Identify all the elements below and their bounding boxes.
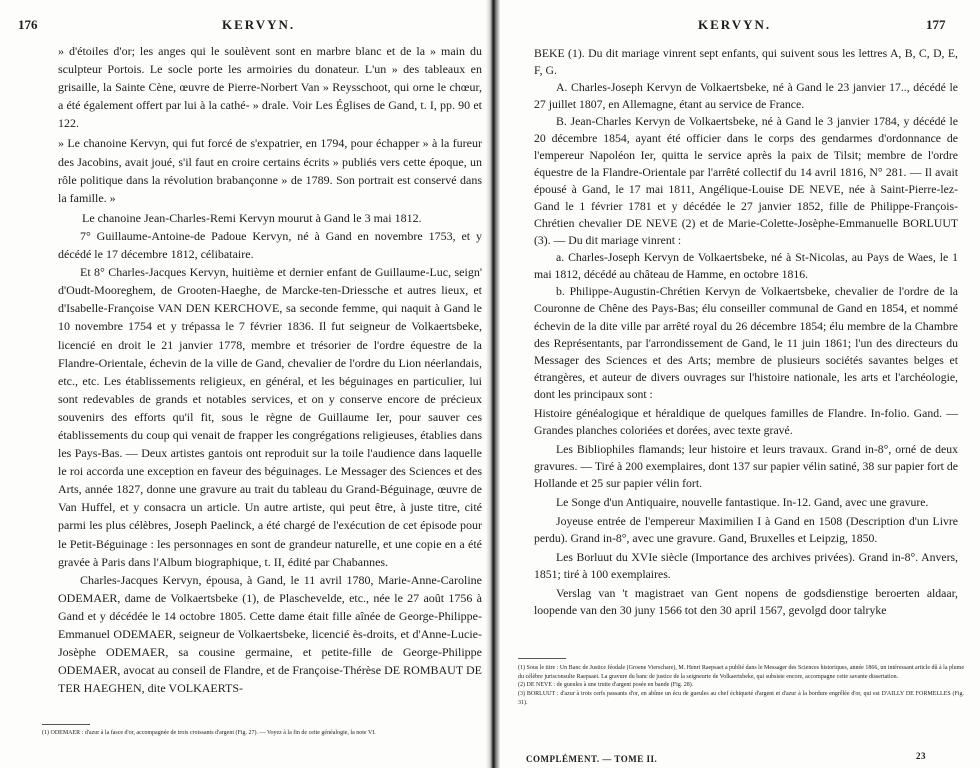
right-paragraph: BEKE (1). Du dit mariage vinrent sept enfants, qui suivent sous les lettres A, B, C, D, E, F, G. xyxy=(534,47,958,78)
right-footnotes xyxy=(518,664,964,708)
signature-number: 23 xyxy=(916,751,926,761)
left-paragraph: Le chanoine Jean-Charles-Remi Kervyn mourut à Gand le 3 mai 1812. xyxy=(82,210,422,225)
right-paragraph: a. Charles-Joseph Kervyn de Volkaertsbeke, né à St-Nicolas, au Pays de Waes, le 1 mai 1812, décédé au château de Hamme, en octobre 1816. xyxy=(534,251,958,282)
signature-mark: COMPLÉMENT. — TOME II. xyxy=(526,754,658,764)
left-paragraph: Et 8° Charles-Jacques Kervyn, huitième et dernier enfant de Guillaume-Luc, seign' d'Oudt-Mooreghem, de Grooten-Haeghe, de Marcke-ten-Driessche et autres lieux, et d'Isabelle-Françoise VAN DEN KERCHOVE, sa seconde femme, qui naquit à Gand le 10 novembre 1754 et y trépassa le 7 février 1836. Il fut seigneur de Volkaertsbeke, licencié en droit le 21 janvier 1778, membre et trésorier de l'ordre équestre de la Flandre-Orientale, échevin de la ville de Gand, chevalier de l'ordre du Lion néerlandais, etc., etc. Les établissements religieux, en général, et les béguinages en particulier, lui sont redevables de grands et notables services, et on y conserve encore de précieux souvenirs des efforts qu'il fit, sous le règne de Guillaume Ier, pour sauver ces établissements du coup qui venait de frapper les congrégations religieuses, établies dans les Pays-Bas. — Deux artistes gantois ont reproduit sur la toile l'audience dans laquelle le roi accorda une exception en faveur des béguinages. Le Messager des Sciences et des Arts, année 1827, donne une gravure au trait du tableau du Grand-Béguinage, œuvre de Van Huffel, et y consacra un article. Un autre artiste, qui peut être, à juste titre, cité parmi les plus célèbres, Joseph Paelinck, a été chargé de l'exécution de cet épisode pour le Petit-Béguinage : les personnages en sont de grandeur naturelle, et une copie en a été gravée à Paris dans l'Album biographique, t. II, édité par Chabannes. xyxy=(58,265,482,569)
left-paragraph: 7° Guillaume-Antoine-de Padoue Kervyn, né à Gand en novembre 1753, et y décédé le 17 décembre 1812, célibataire. xyxy=(58,228,482,262)
left-page-number: 176 xyxy=(18,17,38,32)
book-gutter xyxy=(486,0,500,768)
right-page xyxy=(500,0,980,768)
left-paragraph: » Le chanoine Kervyn, qui fut forcé de s'expatrier, en 1794, pour échapper » à la fureur des Jacobins, avait joué, s'il faut en croire certains écrits » publiés vers cette époque, un rôle politique dans la révolution brabançonne » de 1789. Son portrait est conservé dans la famille. » xyxy=(58,136,482,205)
right-footnote: (2) DE NEVE : de gueules à une truite d'argent posée en bande (Fig. 28). xyxy=(518,682,694,689)
left-running-header: KERVYN. xyxy=(222,17,296,32)
right-footnote: (1) Sous le titre : Un Banc de Justice féodale (Groene Vierschare), M. Henri Raepsaet a publié dans le Messager des Sciences historiques, année 1866, un intéressant article dû à la plume du célèbre jurisconsulte Raepsaet. La gravure du banc de justice de la seigneurie de Volkaertsbeke, qui subsiste encore, accompagne cette savante dissertation. xyxy=(518,665,964,680)
right-paragraph: Les Borluut du XVIe siècle (Importance des archives privées). Grand in-8°. Anvers, 1851; tiré à 100 exemplaires. xyxy=(534,550,958,581)
right-paragraph: b. Philippe-Augustin-Chrétien Kervyn de Volkaertsbeke, chevalier de l'ordre de la Couronne de Chêne des Pays-Bas; élu conseiller communal de Gand en 1854, et nommé échevin de la dite ville par arrêté royal du 26 décembre 1854; élu membre de la Chambre des Représentants, par l'arrondissement de Gand, le 11 juin 1861; l'un des directeurs du Messager des Sciences et des Arts; membre de plusieurs sociétés savantes belges et étrangères, et auteur de divers ouvrages sur l'histoire nationale, les arts et l'archéologie, dont les principaux sont : xyxy=(534,285,958,401)
right-paragraph: A. Charles-Joseph Kervyn de Volkaertsbeke, né à Gand le 23 janvier 17.., décédé le 27 juillet 1807, en Allemagne, étant au service de France. xyxy=(534,81,958,112)
right-page-number: 177 xyxy=(926,17,946,32)
right-paragraph: Verslag van 't magistraet van Gent nopens de godsdienstige beroerten aldaar, loopende van den 30 juny 1566 tot den 30 april 1567, gevolgd door talryke xyxy=(534,586,958,617)
left-paragraph: Charles-Jacques Kervyn, épousa, à Gand, le 11 avril 1780, Marie-Anne-Caroline ODEMAER, dame de Volkaertsbeke (1), de Plaschevelde, etc., née le 27 août 1756 à Gand et y décédée le 14 octobre 1805. Cette dame était fille aînée de George-Philippe-Emmanuel ODEMAER, seigneur de Volkaertsbeke, licencié ès-droits, et d'Anne-Lucie-Josèphe ODEMAER, sa cousine germaine, et petite-fille de George-Philippe ODEMAER, avocat au conseil de Flandre, et de Françoise-Thérèse DE ROMBAUT DE TER HAEGHEN, dite VOLKAERTS- xyxy=(58,572,482,696)
left-body-text xyxy=(58,42,482,697)
left-page xyxy=(0,0,486,768)
left-paragraph: » d'étoiles d'or; les anges qui le soulèvent sont en marbre blanc et de la » main du sculpteur Portois. Le socle porte les armoiries du donateur. L'un » des tableaux en grisaille, la Sainte Cène, œuvre de Pierre-Norbert Van » Reysschoot, qui orne le chœur, a été également offert par lui à la cathé- » drale. Voir Les Églises de Gand, t. I, pp. 90 et 122. xyxy=(58,44,482,131)
right-paragraph: Le Songe d'un Antiquaire, nouvelle fantastique. In-12. Gand, avec une gravure. xyxy=(556,495,929,509)
right-paragraph: Joyeuse entrée de l'empereur Maximilien I à Gand en 1508 (Description d'un Livre perdu). Grand in-8°, avec une gravure. Gand, Bruxelles et Leipzig, 1850. xyxy=(534,514,958,545)
right-footnote: (3) BORLUUT : d'azur à trois cerfs passants d'or, en abîme un écu de gueules au chef échiqueté d'argent et d'azur à la bordure engrêlée d'or, qui est D'AILLY DE FORMELLES (Fig. 31). xyxy=(518,691,964,706)
left-footnote: (1) ODEMAER : d'azur à la fasce d'or, accompagnée de trois croissants d'argent (Fig. 27). — Voyez à la fin de cette généalogie, la note VI. xyxy=(42,730,376,736)
right-paragraph: B. Jean-Charles Kervyn de Volkaertsbeke, né à Gand le 3 janvier 1784, y décédé le 20 décembre 1854, ayant été officier dans le corps des gendarmes d'ordonnance de l'empereur Napoléon Ier, quitta le service après la paix de Tilsit; membre de l'ordre équestre de la Flandre-Orientale par l'arrêté collectif du 14 avril 1816, N° 281. — Il avait épousé à Gand, le 17 mai 1811, Angélique-Louise DE NEVE, née à Saint-Pierre-lez-Gand le 1 février 1781 et y décédée le 27 janvier 1852, fille de Philippe-François-Chrétien chevalier DE NEVE (2) et de Marie-Colette-Josèphe-Emmanuelle BORLUUT (3). — Du dit mariage vinrent : xyxy=(534,115,958,248)
left-footnote-rule xyxy=(42,724,90,725)
right-paragraph: Les Bibliophiles flamands; leur histoire et leurs travaux. Grand in-8°, orné de deux gravures. — Tiré à 200 exemplaires, dont 137 sur papier vélin satiné, 38 sur papier fort de Hollande et 25 sur papier vélin fort. xyxy=(534,442,958,490)
right-footnote-rule xyxy=(518,658,566,659)
left-footnotes xyxy=(42,729,480,738)
right-body-text xyxy=(534,45,958,619)
right-paragraph: Histoire généalogique et héraldique de quelques familles de Flandre. In-folio. Gand. — Grandes planches coloriées et dorées, avec texte gravé. xyxy=(534,406,958,437)
right-running-header: KERVYN. xyxy=(698,17,772,32)
